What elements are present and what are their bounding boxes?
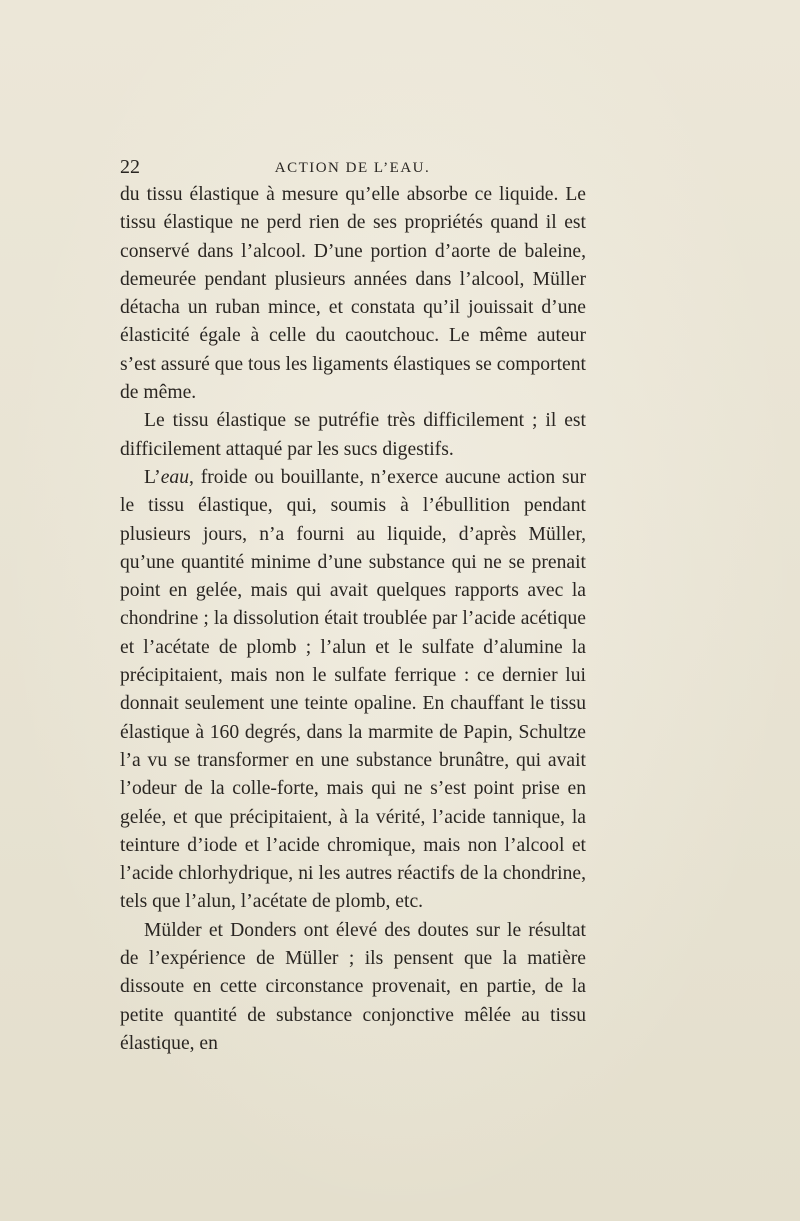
paragraph-water-action <box>120 464 586 917</box>
paragraph-body: , froide ou bouillante, n’exerce aucune action sur le tissu élastique, qui, soumis à l’ébullition pendant plusieurs jours, n’a fourni au liquide, d’après Müller, qu’une quantité minime d’une substance qui ne se prenait point en gelée, mais qui avait quelques rapports avec la chondrine ; la dissolution était troublée par l’acide acétique et l’acétate de plomb ; l’alun et le sulfate d’alumine la précipitaient, mais non le sulfate ferrique : ce dernier lui donnait seulement une teinte opaline. En chauffant le tissu élastique à 160 degrés, dans la marmite de Papin, Schultze l’a vu se transformer en une substance brunâtre, qui avait l’odeur de la colle-forte, mais qui ne s’est point prise en gelée, et que précipitaient, à la vérité, l’acide tannique, la teinture d’iode et l’acide chromique, mais non l’alcool et l’acide chlorhydrique, ni les autres réactifs de la chondrine, tels que l’alun, l’acétate de plomb, etc. <box>120 466 586 913</box>
paragraph-lead: L’ <box>144 466 161 488</box>
body-text <box>120 181 586 1058</box>
running-head <box>120 154 585 180</box>
running-title: ACTION DE L’EAU. <box>274 160 431 176</box>
paragraph-continuation: du tissu élastique à mesure qu’elle absorbe ce liquide. Le tissu élastique ne perd rien de ses propriétés quand il est conservé dans l’alcool. D’une portion d’aorte de baleine, demeurée pendant plusieurs années dans l’alcool, Müller détacha un ruban mince, et constata qu’il jouissait d’une élasticité égale à celle du caoutchouc. Le même auteur s’est assuré que tous les ligaments élastiques se comportent de même. <box>120 184 586 404</box>
paragraph-lead-italic: eau <box>160 466 189 488</box>
page-number: 22 <box>120 156 140 178</box>
paragraph-putrefaction: Le tissu élastique se putréfie très difficilement ; il est difficilement attaqué par les sucs digestifs. <box>120 410 586 460</box>
paragraph-mulder-donders: Mülder et Donders ont élevé des doutes sur le résultat de l’expérience de Müller ; ils pensent que la matière dissoute en cette circonstance provenait, en partie, de la petite quantité de substance conjonctive mêlée au tissu élastique, en <box>120 919 586 1054</box>
